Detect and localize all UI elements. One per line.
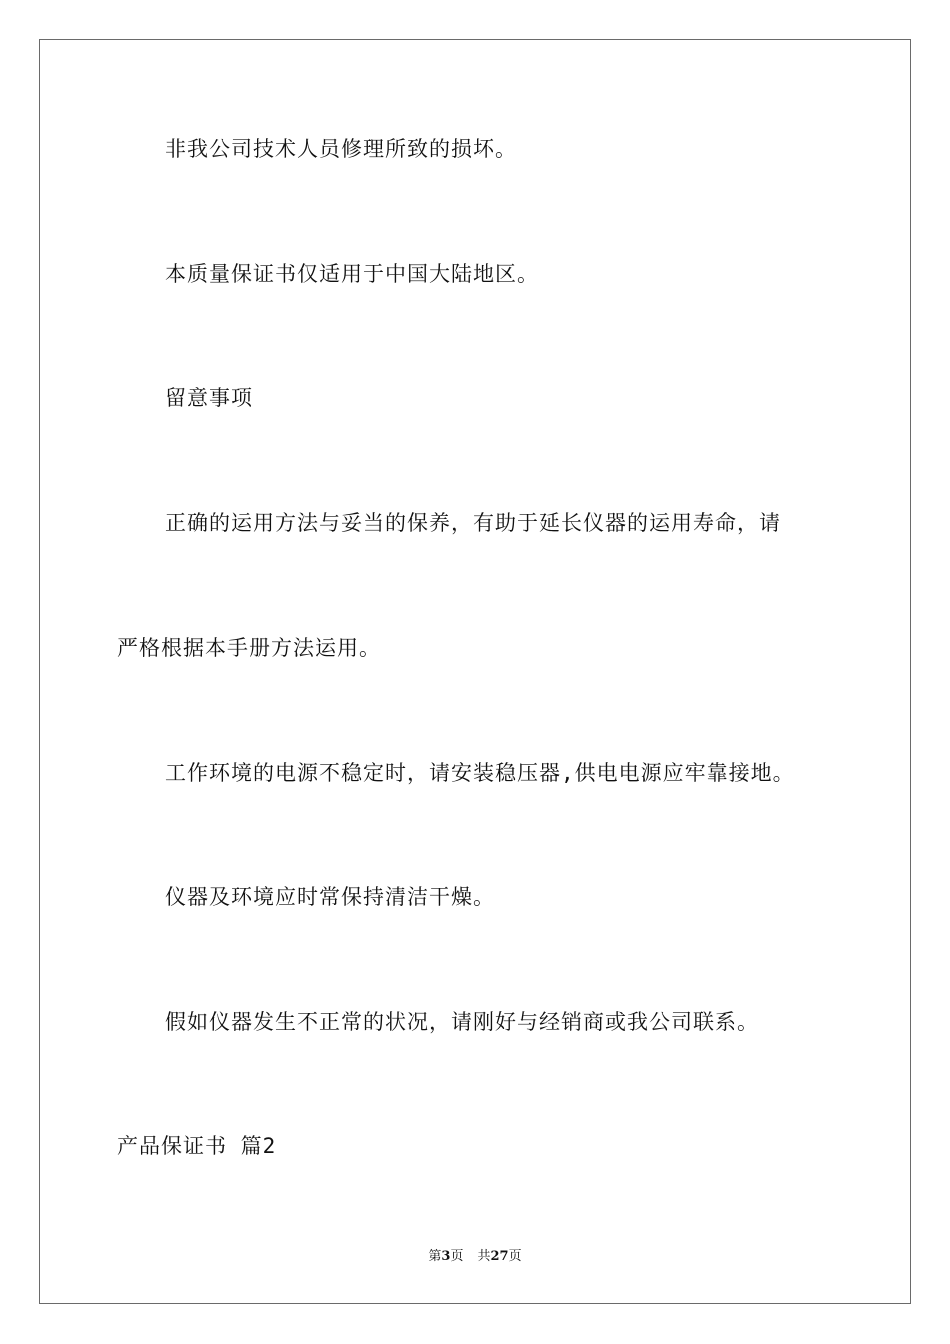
page-border bbox=[39, 39, 911, 1304]
paragraph-power-supply: 工作环境的电源不稳定时，请安装稳压器,供电电源应牢靠接地。 bbox=[165, 761, 795, 785]
paragraph-region-scope: 本质量保证书仅适用于中国大陆地区。 bbox=[165, 262, 539, 286]
page-footer bbox=[0, 1248, 950, 1266]
paragraph-damage-exclusion: 非我公司技术人员修理所致的损坏。 bbox=[165, 137, 517, 161]
paragraph-clean-dry: 仪器及环境应时常保持清洁干燥。 bbox=[165, 885, 495, 909]
page-current-number: 3 bbox=[441, 1249, 451, 1264]
section-heading-notes: 留意事项 bbox=[165, 386, 253, 410]
paragraph-contact-dealer: 假如仪器发生不正常的状况，请刚好与经销商或我公司联系。 bbox=[165, 1010, 759, 1034]
paragraph-usage-care: 正确的运用方法与妥当的保养，有助于延长仪器的运用寿命，请 bbox=[165, 511, 781, 535]
page-suffix: 页 bbox=[450, 1249, 464, 1264]
total-prefix: 共 bbox=[477, 1249, 491, 1264]
page-prefix: 第 bbox=[428, 1249, 442, 1264]
section-title-part-2: 产品保证书 篇2 bbox=[117, 1134, 277, 1158]
paragraph-usage-care-continued: 严格根据本手册方法运用。 bbox=[117, 636, 381, 660]
total-suffix: 页 bbox=[508, 1249, 522, 1264]
page-total-number: 27 bbox=[490, 1249, 509, 1264]
